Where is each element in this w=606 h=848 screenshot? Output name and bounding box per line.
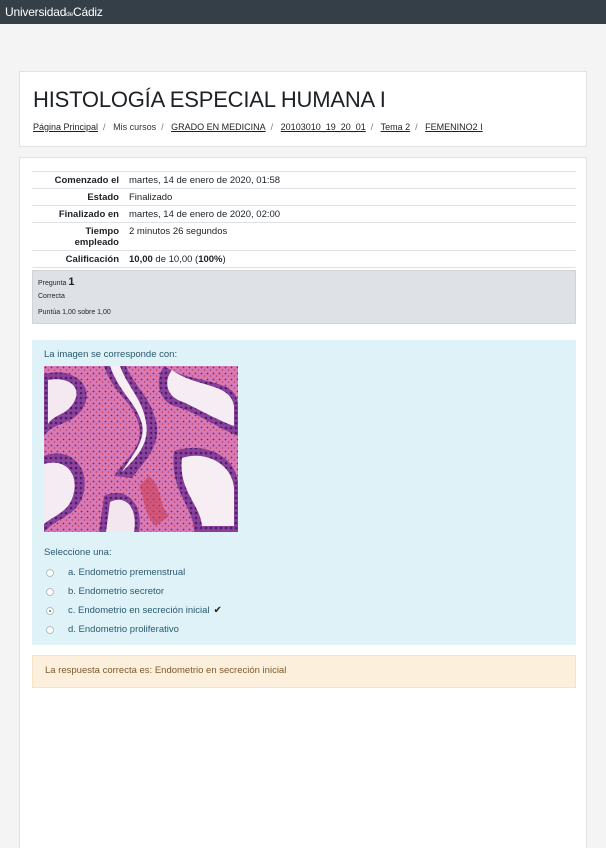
answer-option-b[interactable]: b. Endometrio secretor [46, 582, 222, 601]
breadcrumb-quiz[interactable]: FEMENINO2 I [425, 122, 483, 132]
answer-option-d[interactable]: d. Endometrio proliferativo [46, 620, 222, 639]
question-info [32, 270, 576, 324]
university-logo[interactable]: UniversidaddeCádiz [5, 5, 103, 19]
breadcrumb: Página Principal / Mis cursos / GRADO EN MEDICINA / 20103010_19_20_01 / Tema 2 / FEMENINO2 I [33, 122, 483, 132]
breadcrumb-my-courses: Mis cursos [113, 122, 157, 132]
page-title: HISTOLOGÍA ESPECIAL HUMANA I [33, 87, 386, 112]
question-state: Correcta [38, 293, 65, 300]
top-navbar [0, 0, 606, 24]
radio-button[interactable] [46, 569, 54, 577]
answer-options [46, 563, 222, 639]
summary-row-finished: Finalizado en martes, 14 de enero de 2020, 02:00 [32, 206, 576, 223]
radio-button[interactable] [46, 588, 54, 596]
question-content [32, 340, 576, 645]
radio-button-selected[interactable] [46, 607, 54, 615]
answer-option-c[interactable]: c. Endometrio en secreción inicial ✔ [46, 601, 222, 620]
summary-row-started: Comenzado el martes, 14 de enero de 2020, 01:58 [32, 172, 576, 189]
summary-row-state: Estado Finalizado [32, 189, 576, 206]
select-one-label: Seleccione una: [44, 547, 112, 558]
breadcrumb-home[interactable]: Página Principal [33, 122, 99, 132]
page-header [19, 71, 587, 147]
question-number: Pregunta 1 [38, 276, 75, 288]
radio-button[interactable] [46, 626, 54, 634]
question-grade: Puntúa 1,00 sobre 1,00 [38, 309, 111, 316]
breadcrumb-course[interactable]: 20103010_19_20_01 [280, 122, 366, 132]
breadcrumb-degree[interactable]: GRADO EN MEDICINA [171, 122, 266, 132]
quiz-review [19, 157, 587, 848]
question-prompt: La imagen se corresponde con: [44, 349, 178, 360]
breadcrumb-topic[interactable]: Tema 2 [380, 122, 411, 132]
summary-row-time: Tiempo empleado 2 minutos 26 segundos [32, 223, 576, 251]
correct-answer-feedback: La respuesta correcta es: Endometrio en secreción inicial [32, 655, 576, 688]
histology-image [44, 366, 238, 532]
summary-row-grade: Calificación 10,00 de 10,00 (100%) [32, 251, 576, 268]
check-icon: ✔ [213, 605, 222, 616]
attempt-summary-table [32, 171, 576, 268]
answer-option-a[interactable]: a. Endometrio premenstrual [46, 563, 222, 582]
